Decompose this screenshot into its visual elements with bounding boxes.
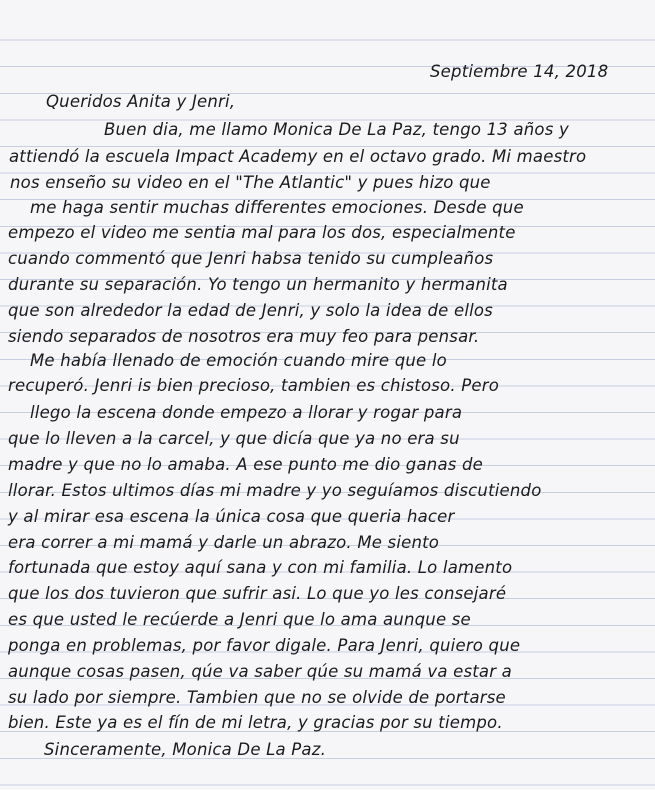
- letter-line: que son alrededor la edad de Jenri, y solo la idea de ellos: [8, 301, 493, 320]
- letter-line: y al mirar esa escena la única cosa que queria hacer: [8, 507, 455, 526]
- letter-line: Buen dia, me llamo Monica De La Paz, tengo 13 años y: [104, 120, 569, 139]
- letter-line: que lo lleven a la carcel, y que dicía que ya no era su: [8, 429, 460, 448]
- letter-date: Septiembre 14, 2018: [430, 62, 609, 81]
- letter-line: durante su separación. Yo tengo un hermanito y hermanita: [8, 275, 508, 294]
- letter-line: que los dos tuvieron que sufrir asi. Lo que yo les consejaré: [8, 584, 507, 603]
- letter-line: me haga sentir muchas differentes emociones. Desde que: [30, 198, 524, 217]
- letter-line: siendo separados de nosotros era muy feo para pensar.: [8, 327, 480, 346]
- letter-line: llorar. Estos ultimos días mi madre y yo seguíamos discutiendo: [8, 481, 542, 500]
- letter-greeting: Queridos Anita y Jenri,: [46, 92, 236, 111]
- letter-line: attiendó la escuela Impact Academy en el octavo grado. Mi maestro: [9, 147, 587, 166]
- letter-line: era correr a mi mamá y darle un abrazo. Me siento: [8, 533, 440, 552]
- letter-line: su lado por siempre. Tambien que no se olvide de portarse: [8, 688, 506, 707]
- letter-line: recuperó. Jenri is bien precioso, tambien es chistoso. Pero: [8, 376, 500, 395]
- letter-closing: Sinceramente, Monica De La Paz.: [44, 740, 327, 759]
- letter-line: ponga en problemas, por favor digale. Para Jenri, quiero que: [8, 636, 521, 655]
- letter-line: llego la escena donde empezo a llorar y rogar para: [30, 403, 463, 422]
- letter-line: nos enseño su video en el "The Atlantic" y pues hizo que: [10, 173, 491, 192]
- letter-line: bien. Este ya es el fín de mi letra, y gracias por su tiempo.: [8, 713, 503, 732]
- letter-line: Me había llenado de emoción cuando mire que lo: [30, 351, 447, 370]
- letter-line: cuando commentó que Jenri habsa tenido su cumpleaños: [8, 249, 494, 268]
- letter-line: madre y que no lo amaba. A ese punto me dio ganas de: [8, 455, 484, 474]
- letter-line: empezo el video me sentia mal para los dos, especialmente: [8, 223, 516, 242]
- letter-line: fortunada que estoy aquí sana y con mi familia. Lo lamento: [8, 558, 513, 577]
- letter-line: es que usted le recúerde a Jenri que lo ama aunque se: [8, 610, 471, 629]
- letter-line: aunque cosas pasen, qúe va saber qúe su mamá va estar a: [8, 662, 512, 681]
- paper-top-margin: [0, 0, 655, 14]
